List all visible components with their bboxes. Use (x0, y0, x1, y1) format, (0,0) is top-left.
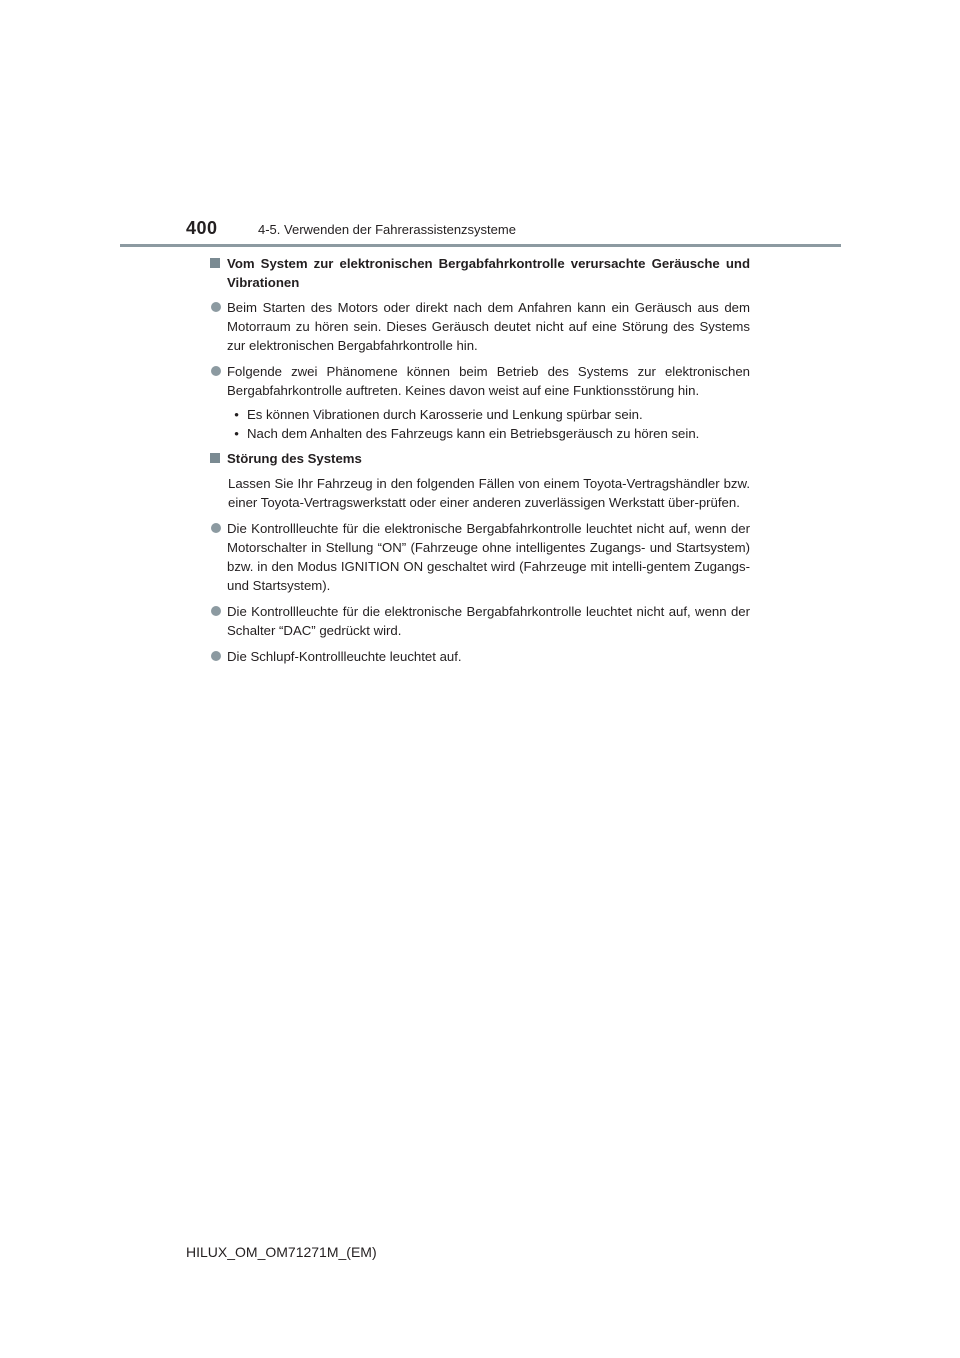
section-heading (210, 449, 750, 468)
sub-list-item (228, 405, 750, 424)
bullet-item (210, 298, 750, 355)
section-heading-text: Vom System zur elektronischen Bergabfahrkontrolle verursachte Geräusche und Vibrationen (227, 256, 750, 290)
section-heading-text: Störung des Systems (227, 451, 362, 466)
document-code: HILUX_OM_OM71271M_(EM) (186, 1244, 377, 1260)
dot-bullet-icon: • (234, 426, 239, 441)
bullet-text: Folgende zwei Phänomene können beim Betrieb des Systems zur elektronischen Bergabfahrkontrolle auftreten. Keines davon weist auf eine Funktionsstörung hin. (227, 364, 750, 398)
bullet-text: Beim Starten des Motors oder direkt nach dem Anfahren kann ein Geräusch aus dem Motorraum zu hören sein. Dieses Geräusch deutet nicht auf eine Störung des Systems zur elektronischen Bergabfahrkontrolle hin. (227, 300, 750, 353)
bullet-text: Die Kontrollleuchte für die elektronische Bergabfahrkontrolle leuchtet nicht auf, wenn der Schalter “DAC” gedrückt wird. (227, 604, 750, 638)
square-bullet-icon (210, 453, 220, 463)
sub-list-text: Nach dem Anhalten des Fahrzeugs kann ein Betriebsgeräusch zu hören sein. (247, 426, 700, 441)
section-intro: Lassen Sie Ihr Fahrzeug in den folgenden Fällen von einem Toyota-Vertragshändler bzw. einer Toyota-Vertragswerkstatt oder einer anderen zuverlässigen Werkstatt über-prüfen. (228, 476, 750, 510)
page-number: 400 (186, 218, 218, 238)
sub-list-text: Es können Vibrationen durch Karosserie und Lenkung spürbar sein. (247, 407, 643, 422)
header-divider (120, 244, 841, 247)
circle-bullet-icon (211, 606, 221, 616)
circle-bullet-icon (211, 366, 221, 376)
bullet-item (210, 362, 750, 400)
circle-bullet-icon (211, 523, 221, 533)
bullet-text: Die Schlupf-Kontrollleuchte leuchtet auf. (227, 649, 462, 664)
circle-bullet-icon (211, 651, 221, 661)
bullet-item (210, 647, 750, 666)
sub-list-item (228, 424, 750, 443)
dot-bullet-icon: • (234, 407, 239, 422)
section-title: 4-5. Verwenden der Fahrerassistenzsysteme (258, 222, 516, 237)
section-heading (210, 254, 750, 292)
bullet-item (210, 602, 750, 640)
square-bullet-icon (210, 258, 220, 268)
bullet-text: Die Kontrollleuchte für die elektronische Bergabfahrkontrolle leuchtet nicht auf, wenn der Motorschalter in Stellung “ON” (Fahrzeuge ohne intelligentes Zugangs- und Startsystem) bzw. in den Modus IGNITION ON geschaltet wird (Fahrzeuge mit intelli-gentem Zugangs- und Startsystem). (227, 521, 750, 593)
main-content (210, 254, 750, 673)
bullet-item (210, 519, 750, 595)
circle-bullet-icon (211, 302, 221, 312)
sub-list (210, 405, 750, 443)
